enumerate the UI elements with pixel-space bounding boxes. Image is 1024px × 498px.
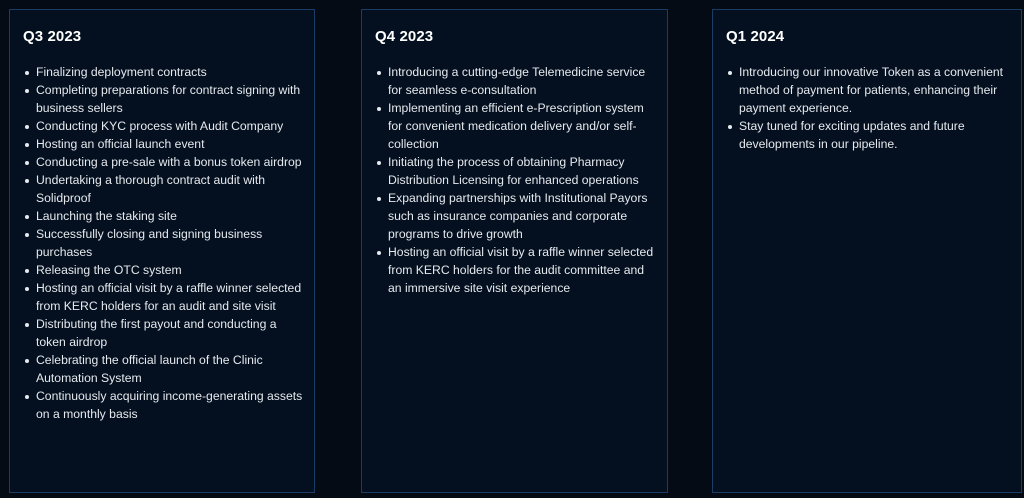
roadmap-card-q4-2023 bbox=[361, 9, 668, 493]
milestone-item: Initiating the process of obtaining Pharmacy Distribution Licensing for enhanced operations bbox=[388, 153, 659, 189]
milestone-list bbox=[739, 63, 1013, 153]
card-title: Q3 2023 bbox=[23, 28, 82, 45]
milestone-item: Hosting an official visit by a raffle winner selected from KERC holders for the audit committee and an immersive site visit experience bbox=[388, 243, 659, 297]
milestone-item: Introducing our innovative Token as a convenient method of payment for patients, enhancing their payment experience. bbox=[739, 63, 1013, 117]
milestone-item: Releasing the OTC system bbox=[36, 261, 306, 279]
milestone-item: Conducting a pre-sale with a bonus token airdrop bbox=[36, 153, 306, 171]
milestone-item: Launching the staking site bbox=[36, 207, 306, 225]
milestone-item: Undertaking a thorough contract audit with Solidproof bbox=[36, 171, 306, 207]
milestone-item: Completing preparations for contract signing with business sellers bbox=[36, 81, 306, 117]
milestone-item: Celebrating the official launch of the Clinic Automation System bbox=[36, 351, 306, 387]
milestone-item: Hosting an official launch event bbox=[36, 135, 306, 153]
milestone-item: Hosting an official visit by a raffle winner selected from KERC holders for an audit and site visit bbox=[36, 279, 306, 315]
milestone-item: Expanding partnerships with Institutional Payors such as insurance companies and corporate programs to drive growth bbox=[388, 189, 659, 243]
milestone-item: Finalizing deployment contracts bbox=[36, 63, 306, 81]
milestone-item: Conducting KYC process with Audit Company bbox=[36, 117, 306, 135]
milestone-list bbox=[36, 63, 306, 423]
roadmap-card-q3-2023 bbox=[9, 9, 315, 493]
milestone-list bbox=[388, 63, 659, 297]
milestone-item: Successfully closing and signing business purchases bbox=[36, 225, 306, 261]
card-title: Q4 2023 bbox=[375, 28, 434, 45]
milestone-item: Distributing the first payout and conducting a token airdrop bbox=[36, 315, 306, 351]
milestone-item: Stay tuned for exciting updates and future developments in our pipeline. bbox=[739, 117, 1013, 153]
milestone-item: Introducing a cutting-edge Telemedicine service for seamless e-consultation bbox=[388, 63, 659, 99]
roadmap-card-q1-2024 bbox=[712, 9, 1022, 493]
milestone-item: Continuously acquiring income-generating assets on a monthly basis bbox=[36, 387, 306, 423]
card-title: Q1 2024 bbox=[726, 28, 785, 45]
milestone-item: Implementing an efficient e-Prescription system for convenient medication delivery and/or self-collection bbox=[388, 99, 659, 153]
